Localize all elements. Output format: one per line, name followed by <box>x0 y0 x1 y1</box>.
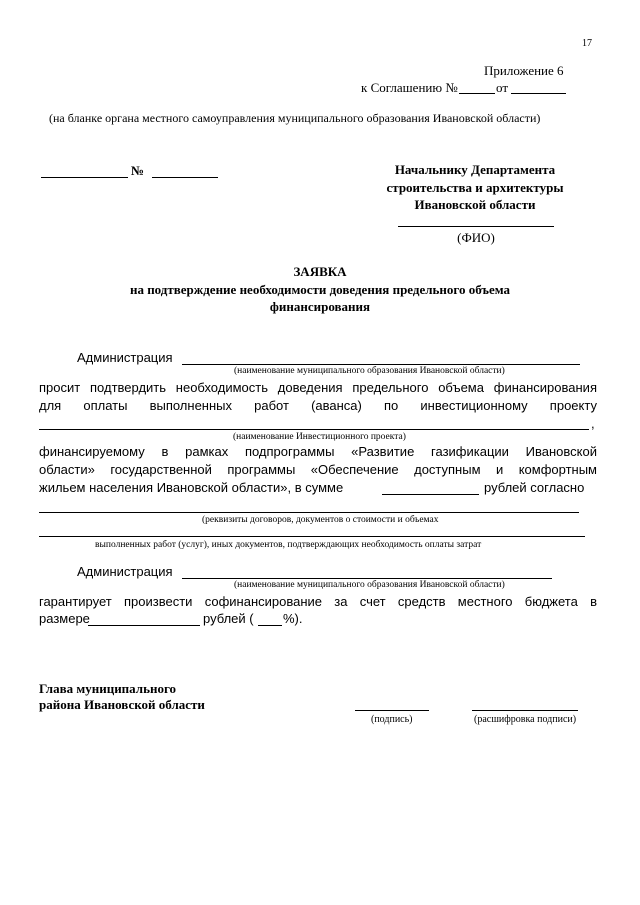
amount-field <box>382 494 479 495</box>
signature-field <box>355 710 429 711</box>
outgoing-number-field <box>152 177 218 178</box>
request-word: (аванса) <box>311 398 362 413</box>
request-line-5-end: рублей согласно <box>484 480 585 495</box>
agreement-number-field <box>459 93 495 94</box>
addressee-line-1: Начальнику Департамента <box>394 162 556 177</box>
signature-role-line-2: района Ивановской области <box>39 697 205 712</box>
outgoing-number-sign: № <box>131 163 145 178</box>
agreement-date-field <box>511 93 566 94</box>
signature-decode-field <box>472 710 578 711</box>
page-number: 17 <box>582 38 592 49</box>
request-line-3: финансируемому в рамках подпрограммы «Развитие газификации Ивановской <box>39 444 597 459</box>
guarantee-line-1: гарантирует произвести софинансирование за счет средств местного бюджета в <box>39 594 597 609</box>
request-word: оплаты <box>83 398 128 413</box>
request-word: по <box>384 398 399 413</box>
administration-label-2: Администрация <box>77 564 173 579</box>
guarantee-prefix: размере <box>39 611 90 626</box>
request-word: выполненных <box>149 398 233 413</box>
request-word: инвестиционному <box>420 398 528 413</box>
document-title: ЗАЯВКА <box>293 264 347 279</box>
project-comma: , <box>591 416 595 431</box>
project-hint: (наименование Инвестиционного проекта) <box>233 432 406 442</box>
requisites-hint: (реквизиты договоров, документов о стоимости и объемах <box>202 515 439 525</box>
addressee-line-2: строительства и архитектуры <box>386 180 564 195</box>
signature-role-line-1: Глава муниципального <box>39 681 177 696</box>
guarantee-amount-field <box>88 625 200 626</box>
municipality-hint-2: (наименование муниципального образования Ивановской области) <box>234 580 505 590</box>
agreement-from: от <box>496 80 509 95</box>
appendix-title: Приложение 6 <box>484 63 564 78</box>
request-word: работ <box>254 398 289 413</box>
document-subtitle-line-2: финансирования <box>269 299 371 314</box>
works-field <box>39 536 585 537</box>
guarantee-rub: рублей ( <box>203 611 254 626</box>
fio-label: (ФИО) <box>457 230 495 245</box>
addressee-line-3: Ивановской области <box>414 197 536 212</box>
guarantee-percent-field <box>258 625 282 626</box>
project-name-field <box>39 429 589 430</box>
request-word: проекту <box>549 398 597 413</box>
request-word: для <box>39 398 62 413</box>
request-line-5-start: жильем населения Ивановской области», в сумме <box>39 480 344 495</box>
municipality-hint: (наименование муниципального образования Ивановской области) <box>234 366 505 376</box>
request-line-1: просит подтвердить необходимость доведения предельного объема финансирования <box>39 380 597 395</box>
request-line-2 <box>39 398 597 413</box>
administration-label: Администрация <box>77 350 173 365</box>
fio-field <box>398 226 554 227</box>
municipality-field-2 <box>182 578 552 579</box>
requisites-field <box>39 512 579 513</box>
outgoing-date-field <box>41 177 128 178</box>
signature-decode-hint: (расшифровка подписи) <box>474 714 577 725</box>
municipality-field <box>182 364 580 365</box>
agreement-prefix: к Соглашению № <box>361 80 458 95</box>
request-line-4: области» государственной программы «Обеспечение доступным и комфортным <box>39 462 597 477</box>
document-subtitle-line-1: на подтверждение необходимости доведения предельного объема <box>129 282 511 297</box>
signature-hint: (подпись) <box>371 714 413 725</box>
guarantee-percent: %). <box>283 611 303 626</box>
agreement-reference <box>361 80 458 96</box>
letterhead-note: (на бланке органа местного самоуправления муниципального образования Ивановской области) <box>49 111 541 125</box>
works-hint: выполненных работ (услуг), иных документов, подтверждающих необходимость оплаты затрат <box>95 540 482 550</box>
